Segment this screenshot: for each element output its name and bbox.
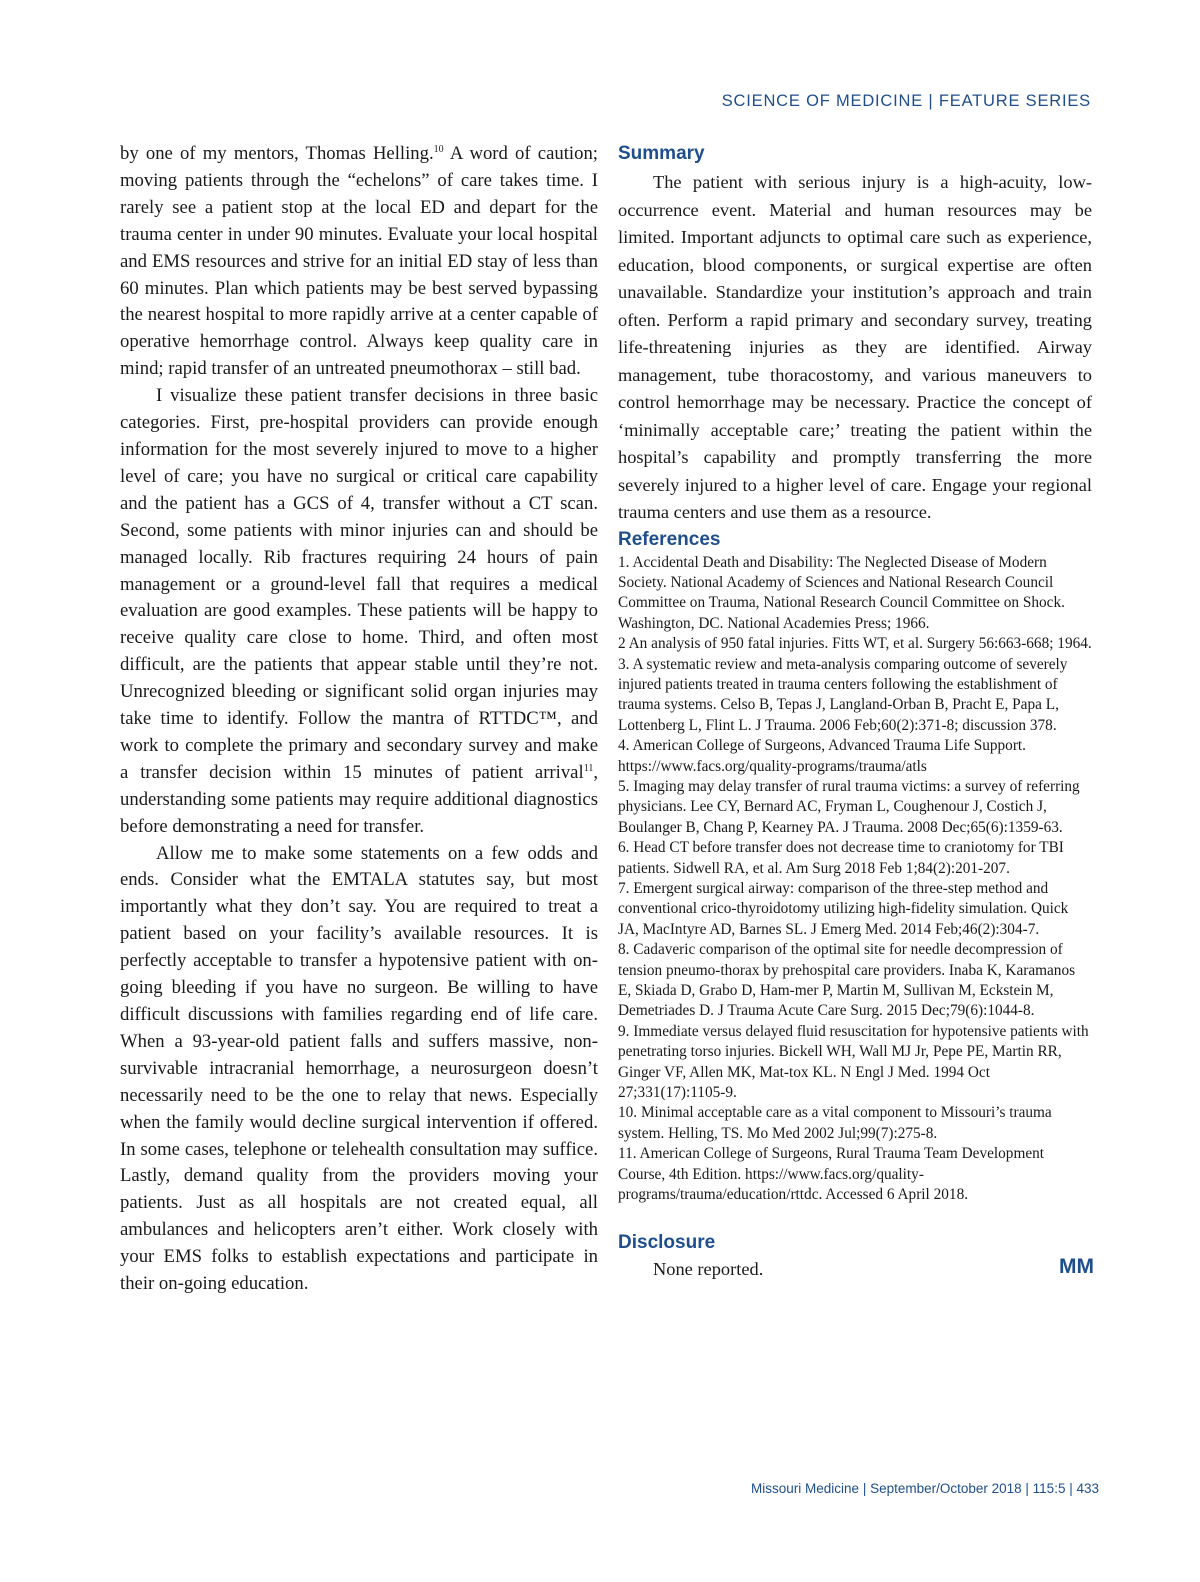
reference-item: 10. Minimal acceptable care as a vital component to Missouri’s trauma system. Helling, TS. Mo Med 2002 Jul;99(7):275-8. — [618, 1104, 1052, 1142]
disclosure-heading: Disclosure — [618, 1231, 716, 1253]
references-heading: References — [618, 528, 721, 550]
citation-superscript: 11 — [583, 762, 594, 774]
page-footer: Missouri Medicine | September/October 2018 | 115:5 | 433 — [751, 1481, 1099, 1496]
body-paragraph — [120, 141, 598, 383]
summary-heading: Summary — [618, 143, 705, 164]
reference-item: 9. Immediate versus delayed fluid resuscitation for hypotensive patients with penetrating torso injuries. Bickell WH, Wall MJ Jr, Pepe PE, Martin RR, Ginger VF, Allen MK, Mat-tox KL. N Engl J Med. 1994 Oct 27;331(17):1105-9. — [618, 1022, 1089, 1102]
summary-text: The patient with serious injury is a high-acuity, low-occurrence event. Material and human resources may be limited. Important adjuncts to optimal care such as experience, education, blood components, or surgical expertise are often unavailable. Standardize your institution’s approach and train often. Perform a rapid primary and secondary survey, treating life-threatening injuries as they are identified. Airway management, tube thoracostomy, and various maneuvers to control hemorrhage may be necessary. Practice the concept of ‘minimally acceptable care;’ treating the patient within the hospital’s capability and promptly transferring the more severely injured to a higher level of care. Engage your regional trauma centers and use them as a resource. — [618, 172, 1092, 522]
paragraph-text: A word of caution; moving patients through the “echelons” of care takes time. I rarely see a patient stop at the local ED and depart for the trauma center in under 90 minutes. Evaluate your local hospital and EMS resources and strive for an initial ED stay of less than 60 minutes. Plan which patients may be best served bypassing the nearest hospital to more rapidly arrive at a center capable of operative hemorrhage control. Always keep quality care in mind; rapid transfer of an untreated pneumothorax – still bad. — [120, 143, 598, 380]
paragraph-text: by one of my mentors, Thomas Helling. — [120, 143, 434, 164]
reference-item: 2 An analysis of 950 fatal injuries. Fitts WT, et al. Surgery 56:663-668; 1964. — [618, 635, 1092, 653]
mm-end-mark: MM — [1059, 1254, 1094, 1278]
reference-item: 3. A systematic review and meta-analysis comparing outcome of severely injured patients treated in trauma centers following the establishment of trauma systems. Celso B, Tepas J, Langland-Orban B, Pracht E, Papa L, Lottenberg L, Flint L. J Trauma. 2006 Feb;60(2):371-8; discussion 378. — [618, 655, 1068, 734]
right-column — [618, 141, 1092, 1283]
body-paragraph — [120, 383, 598, 840]
body-paragraph: Allow me to make some statements on a few odds and ends. Consider what the EMTALA statutes say, but most importantly what they don’t say. You are required to treat a patient based on your facility’s available resources. It is perfectly acceptable to transfer a hypotensive patient with on-going bleeding if you have no surgeon. Be willing to have difficult discussions with families regarding end of life care. When a 93-year-old patient falls and suffers massive, non-survivable intracranial hemorrhage, a neurosurgeon doesn’t necessarily need to be the one to relay that news. Especially when the family would decline surgical intervention if offered. In some cases, telephone or telehealth consultation may suffice. Lastly, demand quality from the providers moving your patients. Just as all hospitals are not created equal, all ambulances and helicopters aren’t either. Work closely with your EMS folks to establish expectations and participate in their on-going education. — [120, 842, 598, 1295]
reference-item: 7. Emergent surgical airway: comparison of the three-step method and conventional crico-thyroidotomy utilizing high-fidelity simulation. Quick JA, MacIntyre AD, Barnes SL. J Emerg Med. 2014 Feb;46(2):304-7. — [618, 880, 1069, 938]
reference-item: 4. American College of Surgeons, Advanced Trauma Life Support. https://www.facs.org/quality-programs/trauma/atls — [618, 737, 1026, 775]
paragraph-text: I visualize these patient transfer decisions in three basic categories. First, pre-hospital providers can provide enough information for the most severely injured to move to a higher level of care; you have no surgical or critical care capability and the patient has a GCS of 4, transfer without a CT scan. Second, some patients with minor injuries can and should be managed locally. Rib fractures requiring 24 hours of pain management or a ground-level fall that requires a medical evaluation are good examples. These patients will be happy to receive quality care close to home. Third, and often most difficult, are the patients that appear stable until they’re not. Unrecognized bleeding or significant solid organ injuries may take time to identify. Follow the mantra of RTTDC™, and work to complete the primary and secondary survey and make a transfer decision within 15 minutes of patient arrival — [120, 385, 598, 783]
reference-item: 8. Cadaveric comparison of the optimal site for needle decompression of tension pneumo-thorax by prehospital care providers. Inaba K, Karamanos E, Skiada D, Grabo D, Ham-mer P, Martin M, Sullivan M, Eckstein M, Demetriades D. J Trauma Acute Care Surg. 2015 Dec;79(6):1044-8. — [618, 941, 1076, 1020]
reference-item: 1. Accidental Death and Disability: The Neglected Disease of Modern Society. National Academy of Sciences and National Research Council Committee on Trauma, National Research Council Committee on Shock. Washington, DC. National Academies Press; 1966. — [618, 553, 1065, 632]
reference-item: 6. Head CT before transfer does not decrease time to craniotomy for TBI patients. Sidwell RA, et al. Am Surg 2018 Feb 1;84(2):201-207. — [618, 839, 1064, 877]
reference-item: 5. Imaging may delay transfer of rural trauma victims: a survey of referring physicians. Lee CY, Bernard AC, Fryman L, Coughenour J, Costich J, Boulanger B, Chang P, Kearney PA. J Trauma. 2008 Dec;65(6):1359-63. — [618, 777, 1080, 836]
disclosure-text: None reported. — [653, 1258, 764, 1279]
citation-superscript: 10 — [433, 144, 444, 155]
paragraph-text: , understanding some patients may require additional diagnostics before demonstrating a need for transfer. — [120, 761, 598, 837]
reference-item: 11. American College of Surgeons, Rural Trauma Team Development Course, 4th Edition. https://www.facs.org/quality-programs/trauma/education/rttdc. Accessed 6 April 2018. — [618, 1145, 1045, 1204]
section-header: SCIENCE OF MEDICINE | FEATURE SERIES — [721, 92, 1091, 110]
disclosure-row — [618, 1256, 1092, 1283]
left-column — [120, 141, 598, 1298]
references-list — [618, 553, 1092, 1206]
